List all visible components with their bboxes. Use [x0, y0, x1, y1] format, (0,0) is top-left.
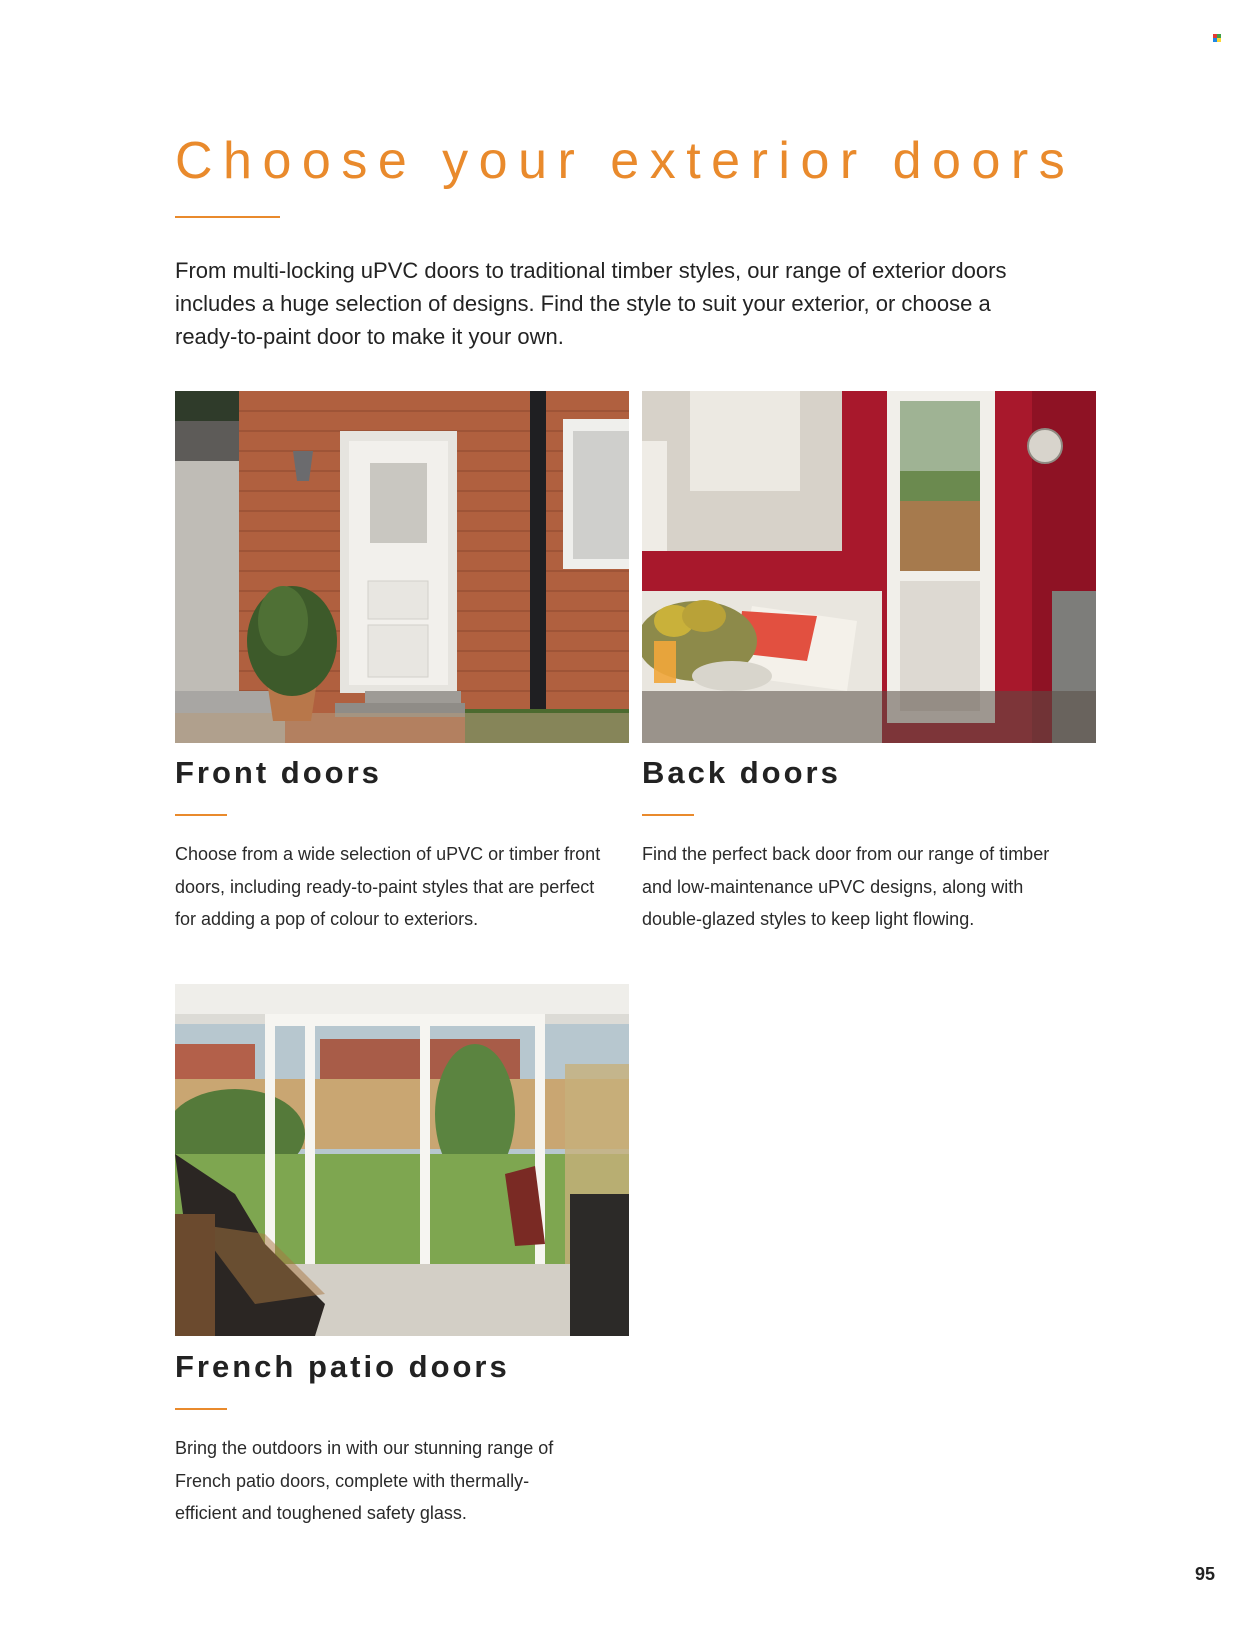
page-title: Choose your exterior doors: [175, 132, 1076, 190]
back-doors-description: Find the perfect back door from our range of timber and low-maintenance uPVC designs, along with double-glazed styles to keep light flowing.: [642, 844, 1050, 929]
corner-colour-mark: [1213, 34, 1221, 42]
front-doors-underline: [175, 814, 227, 816]
front-doors-description: Choose from a wide selection of uPVC or timber front doors, including ready-to-paint styles that are perfect for adding a pop of colour to exteriors.: [175, 844, 601, 929]
page-number: 95: [1194, 1564, 1215, 1584]
front-door-photo: [175, 391, 629, 743]
french-patio-door-photo: [175, 984, 629, 1336]
french-patio-doors-underline: [175, 1408, 227, 1410]
back-doors-underline: [642, 814, 694, 816]
french-patio-doors-description: Bring the outdoors in with our stunning range of French patio doors, complete with thermally-efficient and toughened safety glass.: [175, 1438, 554, 1523]
french-patio-doors-heading: French patio doors: [175, 1349, 510, 1384]
back-doors-heading: Back doors: [642, 755, 841, 790]
back-door-photo: [642, 391, 1096, 743]
title-underline: [175, 216, 280, 218]
front-doors-heading: Front doors: [175, 755, 382, 790]
intro-paragraph: From multi-locking uPVC doors to traditional timber styles, our range of exterior doors includes a huge selection of designs. Find the style to suit your exterior, or choose a ready-to-paint door to make it your own.: [175, 258, 1007, 349]
